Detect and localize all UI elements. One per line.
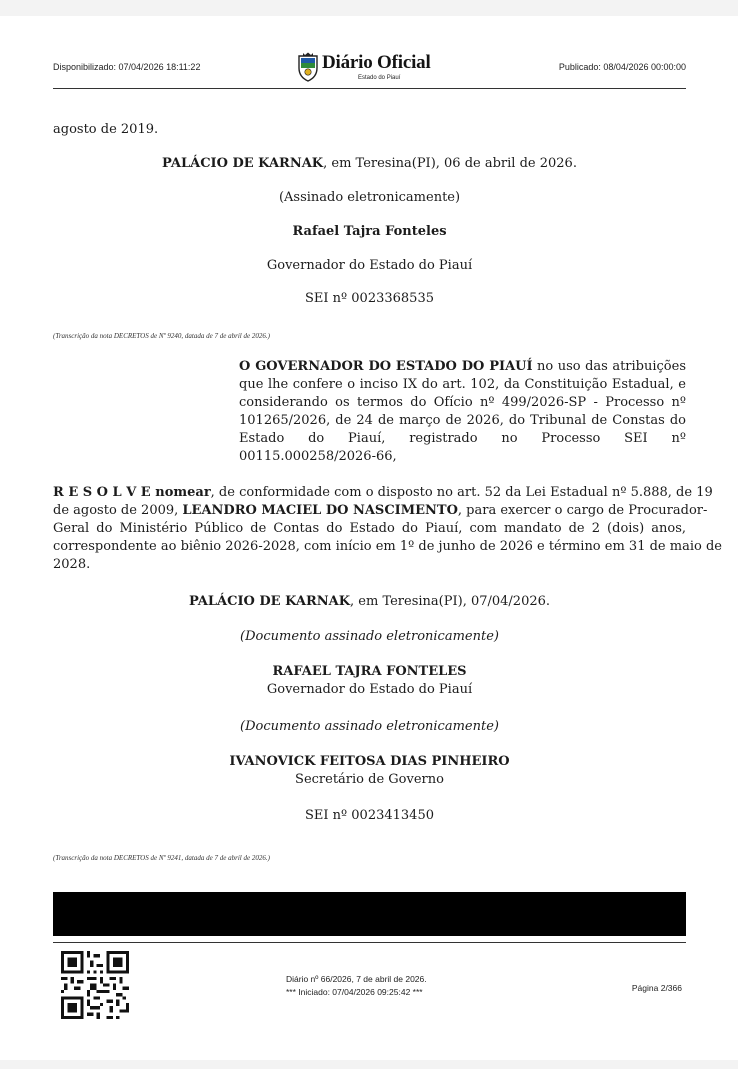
signer-role-1: Governador do Estado do Piauí: [266, 258, 473, 273]
header-divider: [53, 88, 686, 89]
signer-name-3: IVANOVICK FEITOSA DIAS PINHEIRO: [229, 754, 510, 769]
signer-name-2: RAFAEL TAJRA FONTELES: [272, 664, 467, 679]
palace-line-2: [53, 592, 686, 611]
signer-name-1: Rafael Tajra Fonteles: [292, 224, 447, 239]
palace-name: PALÁCIO DE KARNAK: [188, 594, 351, 609]
preamble-line: O GOVERNADOR DO ESTADO DO PIAUÍ no uso das atribuições: [239, 359, 686, 374]
signer-role-2: Governador do Estado do Piauí: [266, 682, 473, 697]
resolution-line: Geral do Ministério Público de Contas do Estado do Piauí, com mandato de 2 (dois) anos,: [53, 521, 686, 536]
resolution-line: de agosto de 2009, LEANDRO MACIEL DO NASCIMENTO, para exercer o cargo de Procurador-: [53, 503, 708, 518]
state-coat-of-arms-icon: [296, 52, 320, 82]
governor-heading: O GOVERNADOR DO ESTADO DO PIAUÍ: [239, 359, 533, 374]
logo-title: Diário Oficial: [322, 52, 431, 73]
preamble-line: considerando os termos do Ofício nº 499/2026-SP - Processo nº: [239, 395, 686, 410]
transcription-note-2: (Transcrição da nota DECRETOS de Nº 9241, datada de 7 de abril de 2026.): [53, 854, 270, 862]
redaction-bar: [53, 892, 686, 936]
palace-date: , em Teresina(PI), 07/04/2026.: [350, 594, 551, 609]
transcription-note-1: (Transcrição da nota DECRETOS de Nº 9240, datada de 7 de abril de 2026.): [53, 332, 270, 340]
preamble-line: Estado do Piauí, registrado no Processo SEI nº: [239, 431, 686, 446]
preamble-line: que lhe confere o inciso IX do art. 102, da Constituição Estadual, e: [239, 377, 686, 392]
signed-notice-1: (Assinado eletronicamente): [278, 190, 461, 205]
publicado-date: Publicado: 08/04/2026 00:00:00: [558, 62, 686, 72]
preamble-line: 00115.000258/2026-66,: [239, 449, 397, 464]
resolution-line: correspondente ao biênio 2026-2028, com início em 1º de junho de 2026 e término em 31 de maio de: [53, 539, 722, 554]
palace-date: , em Teresina(PI), 06 de abril de 2026.: [323, 156, 577, 171]
doc-signed-notice-2: (Documento assinado eletronicamente): [240, 719, 499, 734]
intro-tail: agosto de 2019.: [53, 122, 159, 137]
doc-signed-notice-1: (Documento assinado eletronicamente): [240, 629, 499, 644]
palace-line-1: [53, 154, 686, 173]
page-number: Página 2/366: [631, 983, 682, 993]
decree-resolution: [53, 484, 722, 574]
resolve-keyword: R E S O L V E nomear: [53, 485, 211, 500]
sei-number-1: SEI nº 0023368535: [305, 291, 434, 306]
document-page: [0, 16, 738, 1060]
iniciado-timestamp: *** Iniciado: 07/04/2026 09:25:42 ***: [286, 987, 423, 997]
disponibilizado-date: Disponibilizado: 07/04/2026 18:11:22: [53, 62, 201, 72]
logo-subtitle: Estado do Piauí: [358, 75, 401, 81]
appointee-name: LEANDRO MACIEL DO NASCIMENTO: [182, 503, 458, 518]
diario-number: Diário nº 66/2026, 7 de abril de 2026.: [286, 974, 427, 984]
footer-divider: [53, 942, 686, 943]
resolution-line: 2028.: [53, 557, 91, 572]
decree-preamble: [239, 358, 686, 466]
sei-number-2: SEI nº 0023413450: [305, 808, 434, 823]
resolution-line: R E S O L V E nomear, de conformidade com o disposto no art. 52 da Lei Estadual nº 5.888, de 19: [53, 485, 713, 500]
qr-code-icon: [61, 951, 129, 1019]
signer-role-3: Secretário de Governo: [295, 772, 444, 787]
preamble-line: 101265/2026, de 24 de março de 2026, do Tribunal de Constas do: [239, 413, 686, 428]
palace-name: PALÁCIO DE KARNAK: [162, 156, 324, 171]
